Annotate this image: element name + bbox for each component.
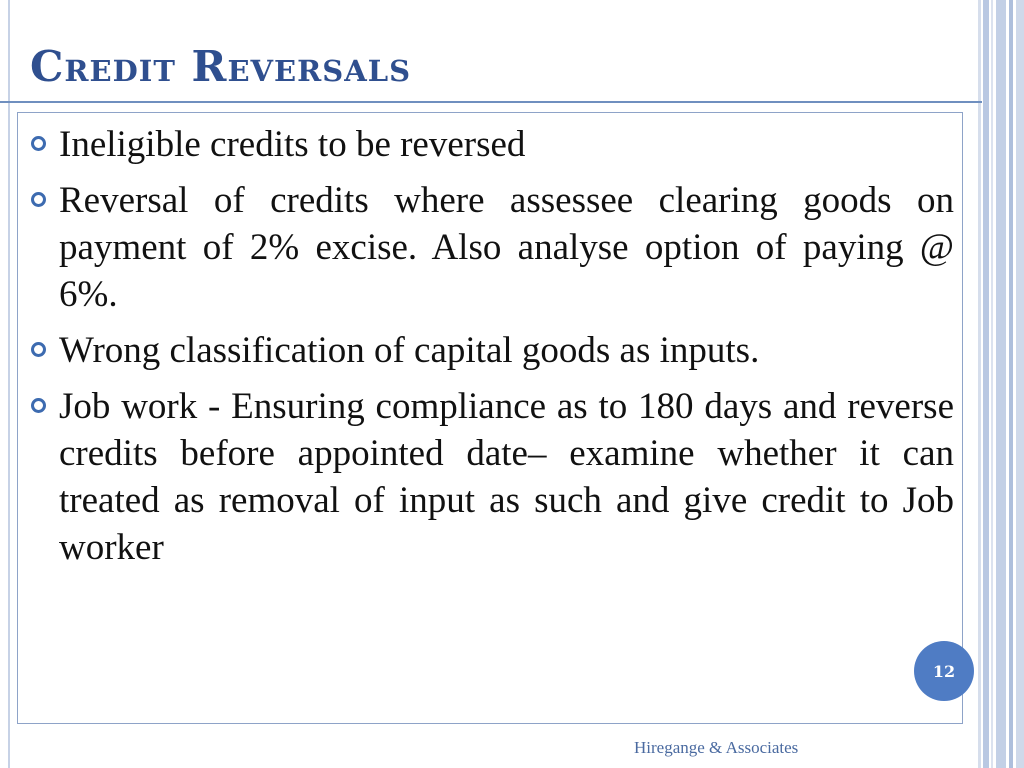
ring-bullet-icon <box>31 342 46 357</box>
ring-bullet-icon <box>31 136 46 151</box>
title-divider <box>0 101 982 103</box>
bullet-item <box>18 177 964 318</box>
bullet-text: Ineligible credits to be reversed <box>59 124 526 165</box>
left-decorative-line <box>8 0 10 768</box>
bullet-item <box>18 383 964 571</box>
bullet-text: Reversal of credits where assessee clearing goods on payment of 2% excise. Also analyse option of paying @ 6%. <box>59 180 954 315</box>
bullet-item <box>18 327 964 374</box>
slide-title: Credit Reversals <box>30 42 412 91</box>
page-number-badge: 12 <box>914 641 974 701</box>
bullet-list <box>18 121 964 580</box>
right-decorative-stripes <box>978 0 1024 768</box>
ring-bullet-icon <box>31 398 46 413</box>
content-box <box>17 112 963 724</box>
bullet-text: Wrong classification of capital goods as inputs. <box>59 330 760 371</box>
bullet-text: Job work - Ensuring compliance as to 180 days and reverse credits before appointed date– examine whether it can treated as removal of input as such and give credit to Job worker <box>59 386 954 568</box>
ring-bullet-icon <box>31 192 46 207</box>
bullet-item <box>18 121 964 168</box>
footer-text: Hiregange & Associates <box>634 738 799 757</box>
